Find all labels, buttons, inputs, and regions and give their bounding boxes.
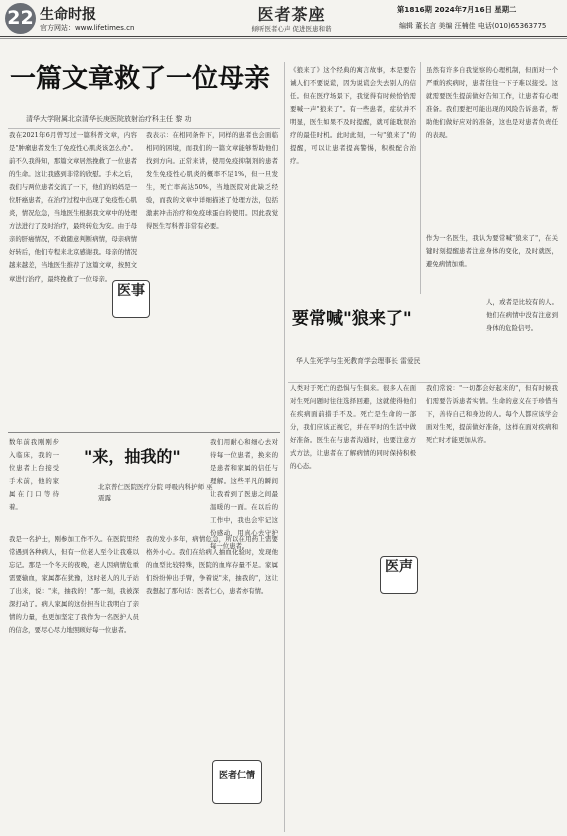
badge-text: 医声 [385, 559, 413, 575]
article3-column-1: 《狼来了》这个经典的寓言故事，本是要告诫人们不要说谎，因为说谎会失去别人的信任。但在医疗场景下，我觉得有时候恰恰需要喊一声"狼来了"。有一些患者，症状并不明显，医生如果不及时提醒，就可能耽误治疗的最佳时机。此时此刻，一句"狼来了"的提醒，可以让患者提高警惕，积极配合治疗。 [290, 66, 416, 166]
section-title: 医者茶座 [257, 5, 326, 24]
article3-column-6: 我们常说："一切都会好起来的"，但有时候我们需要告诉患者实情。生命的意义在于珍惜当下，善待自己和身边的人。每个人都应该学会面对生死，提前做好准备，这样在面对疾病和死亡时才能更加从容。 [426, 384, 558, 445]
article3-title: 要常喊"狼来了" [292, 309, 412, 329]
section-header [247, 2, 336, 38]
article1-column-2: 我表示：在相同条件下，同样的患者也会面临相同的困境，而我们的一篇文章能够帮助他们找到方向。正常来讲，使用免疫抑制剂的患者发生免疫性心肌炎的概率不足1%，但一旦发生，死亡率高达50%，当地医院对此缺乏经验，而我的文章中详细描述了处理方法，包括激素冲击治疗和免疫球蛋白的使用。因此我觉得医生写科普非常有必要。 [146, 131, 278, 231]
issue-info: 第1816期 2024年7月16日 星期二 [397, 5, 517, 14]
article3-column-2: 虽然有许多自我觉察的心理机制，但面对一个严重的疾病时，患者往往一下子难以接受。这就需要医生提前做好告知工作，让患者有心理准备。我们要把可能出现的风险告诉患者，帮助他们做好应对的准备，这也是对患者负责任的表现。 [426, 66, 558, 140]
article2-column-2: 我的发小多年，病情危急，所以在用药上需要格外小心。我们在给病人抽血化验时，发现他的血型比较特殊，医院的血库存量不足。家属们纷纷伸出手臂，争着说"来，抽我的"，这让我想起了那句话：医者仁心，患者亦有情。 [146, 535, 278, 596]
article3-column-5: 人类对于死亡的恐惧与生俱来。很多人在面对生死问题时往往选择回避，这就使得他们在疾病面前措手不及。死亡是生命的一部分，我们应该正视它，并在平时的生活中做好准备。医生在与患者沟通时，也要注意方式方法，让患者在了解病情的同时保持积极的心态。 [290, 384, 416, 471]
section-slogan: 倾听医者心声 促进医患和谐 [251, 25, 332, 33]
article2-intro-column: 数年前我刚刚步入临床，我的一位患者上台接受手术前，他的家属在门口等待着。 [9, 438, 59, 512]
badge-text: 医者仁情 [218, 771, 255, 781]
official-website[interactable]: 官方网站：www.lifetimes.cn [40, 24, 135, 32]
column-divider [284, 62, 285, 832]
article2-column-1: 我是一名护士，刚参加工作不久。在医院里经常遇到各种病人，但有一位老人至今让我难以忘记。那是一个冬天的夜晚，老人因病情危重需要输血，家属都在犹豫，这时老人的儿子站了出来，说："来，抽我的！"那一刻，我被深深打动了。病人家属的这份担当让我明白了亲情的力量，也更加坚定了我作为一名医护人员的信念，要尽心尽力地照顾好每一位患者。 [9, 535, 139, 635]
article1-byline: 清华大学附属北京清华长庚医院放射治疗科主任 黎 功 [26, 115, 192, 123]
article2-title: "来，抽我的" [84, 447, 181, 466]
article1-column-1: 我在2021年6月曾写过一篇科普文章，内容是"肿瘤患者发生了免疫性心肌炎该怎么办"。前不久我得知，那篇文章居然挽救了一位患者的生命。这让我感到非常的欣慰。手术之后，我们与两位患者交流了一下，他们的妈妈是一位肝癌患者，在治疗过程中出现了免疫性心肌炎，情况危急，当地医生根据我文章中的处理方法进行了及时治疗，最终转危为安。由于母亲的肝癌情况，不敢随意判断病情，母亲病情好转后，他们专程来北京感谢我。母亲的情况越来越差，当地医生推荐了这篇文章，按照文章进行治疗，最终挽救了一位母亲。 [9, 131, 137, 283]
header-rule [0, 36, 567, 37]
article2-column-3: 我们用耐心和细心去对待每一位患者，换来的是患者和家属的信任与理解。这些平凡的瞬间让我看到了医患之间最温暖的一面。在以后的工作中，我也会牢记这份感动，用真心去守护每一位患者。 [210, 438, 278, 551]
badge-text: 医事 [117, 283, 145, 299]
newspaper-name: 生命时报 [40, 7, 96, 23]
article3-badge [380, 556, 418, 594]
article2-badge [212, 760, 262, 804]
article3-column-3: 作为一名医生，我认为要常喊"狼来了"，在关键时刻提醒患者注意身体的变化，及时就医，避免病情加重。 [426, 234, 558, 269]
article3-column-4: 人，或者是比较有的人。他们在病情中没有注意到身体的危险信号。 [486, 298, 558, 333]
page-number: 22 [5, 3, 36, 34]
editor-info: 编辑 董长言 美编 汪楠佳 电话(010)65363775 [399, 22, 547, 30]
divider [8, 432, 280, 433]
header-rule-thin [0, 38, 567, 39]
column-divider [420, 62, 421, 294]
article2-byline: 北京普仁医院医疗分院 呼吸内科护师 巫震露 [98, 483, 213, 502]
article3-byline: 华人生死学与生死教育学会理事长 雷爱民 [296, 357, 421, 365]
article1-badge [112, 280, 150, 318]
article1-title: 一篇文章救了一位母亲 [10, 64, 271, 94]
